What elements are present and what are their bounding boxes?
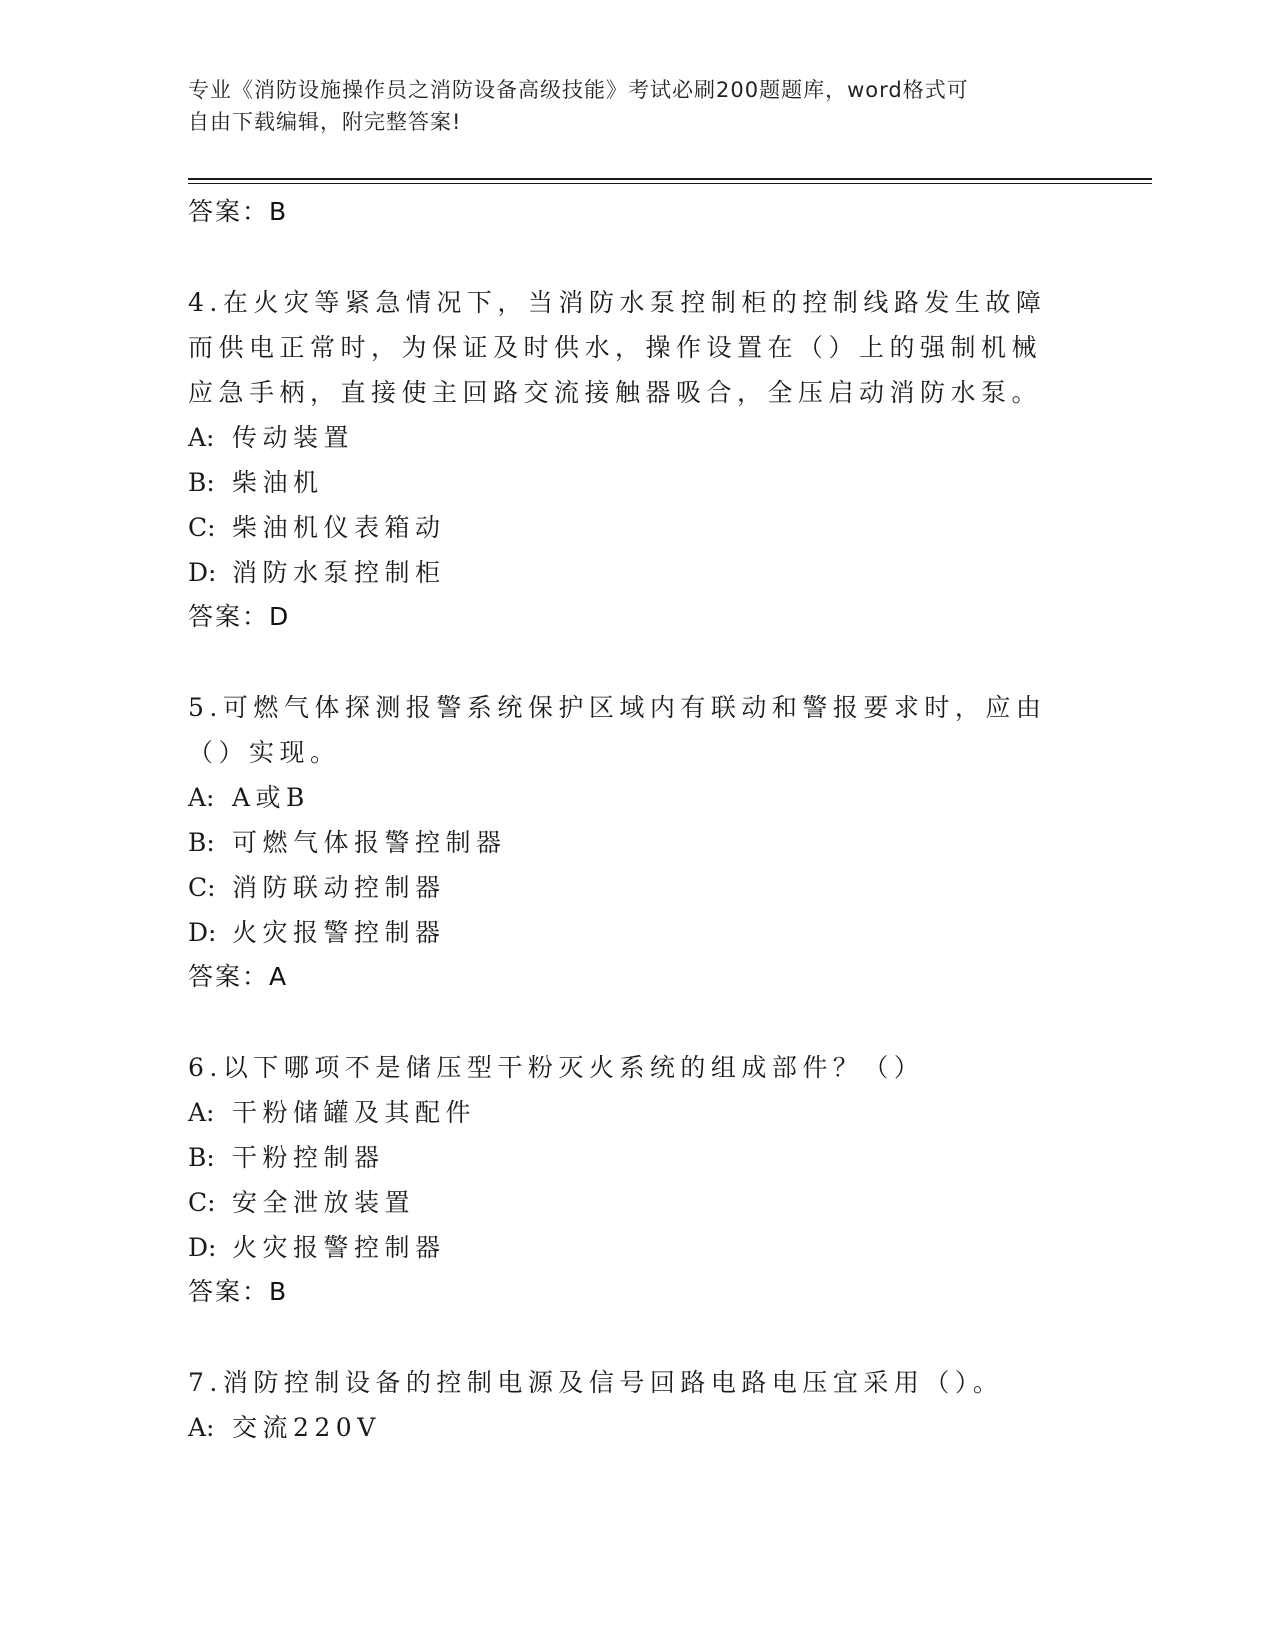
option-c [188,865,1068,910]
option-letter: D: [188,918,217,947]
option-text: 消防联动控制器 [232,873,446,902]
question-list [188,190,1068,1450]
option-letter: A: [188,1413,215,1442]
option-b [188,460,1068,505]
option-letter: A: [188,423,215,452]
question-stem: 4.在火灾等紧急情况下，当消防水泵控制柜的控制线路发生故障而供电正常时，为保证及时供水，操作设置在（）上的强制机械应急手柄，直接使主回路交流接触器吸合，全压启动消防水泵。 [188,288,1047,407]
option-text: 柴油机 [232,468,324,497]
option-text: 传动装置 [232,423,355,452]
option-d [188,910,1068,955]
option-c [188,505,1068,550]
question-stem: 5.可燃气体探测报警系统保护区域内有联动和警报要求时，应由（）实现。 [188,693,1047,767]
question-answer: 答案：A [188,962,289,991]
option-text: 可燃气体报警控制器 [232,828,507,857]
option-text: 火灾报警控制器 [232,1233,446,1262]
option-text: 消防水泵控制柜 [232,558,446,587]
option-text: 干粉控制器 [232,1143,385,1172]
option-letter: D: [188,558,217,587]
option-text: A或B [232,783,310,812]
option-a [188,1405,1068,1450]
option-letter: C: [188,513,216,542]
option-text: 交流220V [232,1413,381,1442]
option-text: 柴油机仪表箱动 [232,513,446,542]
question-stem: 7.消防控制设备的控制电源及信号回路电路电压宜采用（）。 [188,1368,1004,1397]
option-letter: B: [188,1143,215,1172]
question-answer: 答案：D [188,602,291,631]
option-d [188,550,1068,595]
header-divider-thin [188,183,1152,184]
question-stem: 6.以下哪项不是储压型干粉灭火系统的组成部件？（） [188,1053,925,1082]
header-line-2: 自由下载编辑，附完整答案! [188,110,462,134]
option-b [188,1135,1068,1180]
option-letter: C: [188,1188,216,1217]
question-answer: 答案：B [188,1277,289,1306]
option-letter: C: [188,873,216,902]
option-a [188,1090,1068,1135]
option-text: 火灾报警控制器 [232,918,446,947]
option-letter: B: [188,828,215,857]
option-c [188,1180,1068,1225]
question-7 [188,1360,1068,1450]
header-line-1: 专业《消防设施操作员之消防设备高级技能》考试必刷200题题库，word格式可 [188,78,969,102]
header-divider [188,178,1152,180]
option-letter: A: [188,783,215,812]
question-4 [188,280,1068,639]
page-header [188,74,1068,138]
option-letter: B: [188,468,215,497]
prev-question-answer: 答案：B [188,197,289,226]
option-d [188,1225,1068,1270]
option-text: 干粉储罐及其配件 [232,1098,477,1127]
option-a [188,415,1068,460]
option-a [188,775,1068,820]
option-b [188,820,1068,865]
question-6 [188,1045,1068,1314]
option-text: 安全泄放装置 [232,1188,416,1217]
question-5 [188,685,1068,999]
option-letter: D: [188,1233,217,1262]
option-letter: A: [188,1098,215,1127]
